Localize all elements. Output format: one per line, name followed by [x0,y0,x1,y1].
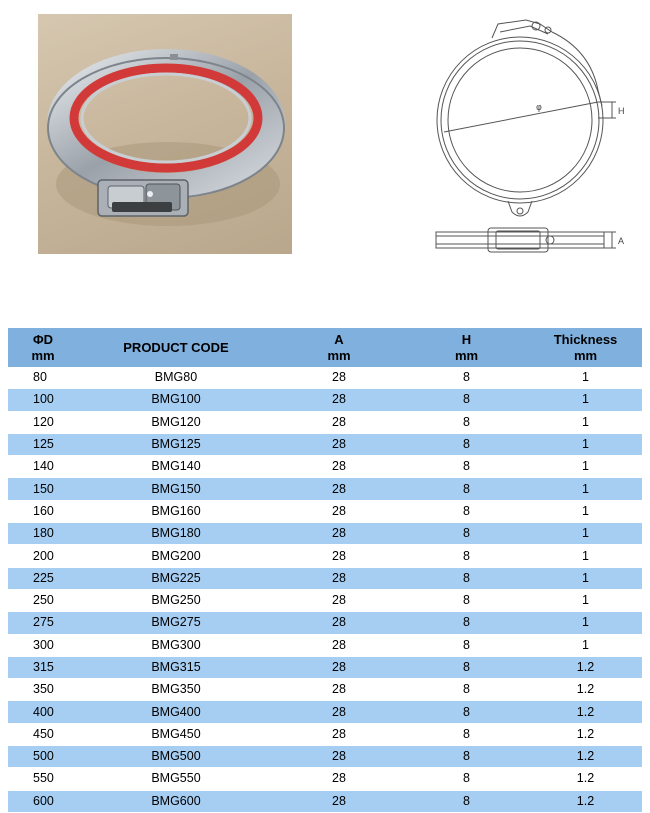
cell-thickness: 1 [582,503,589,518]
cell-thickness: 1.2 [576,726,595,741]
cell-product-code: BMG140 [151,459,201,474]
cell-h: 8 [404,389,529,411]
table-row [8,367,642,389]
cell-a: 28 [274,389,404,411]
clamp-photo-illustration [38,14,292,254]
table-row [8,723,642,745]
cell-thickness: 1 [529,389,642,411]
cell-thickness: 1 [529,433,642,455]
cell-thickness: 1.2 [576,682,595,697]
table-body [8,367,642,812]
cell-a: 28 [332,459,346,474]
cell-product-code: BMG180 [78,523,274,545]
cell-diameter: 450 [33,726,54,741]
cell-thickness: 1.2 [529,790,642,812]
cell-product-code: BMG200 [151,548,201,563]
cell-diameter: 180 [8,523,78,545]
cell-thickness: 1 [582,370,589,385]
table-row [8,612,642,634]
cell-a: 28 [332,370,346,385]
cell-h: 8 [463,771,470,786]
column-header-thickness: Thickness mm [529,328,642,367]
cell-diameter: 200 [33,548,54,563]
cell-product-code: BMG450 [151,726,201,741]
table-row [8,567,642,589]
cell-diameter: 160 [33,503,54,518]
technical-drawing [430,10,630,262]
cell-h: 8 [463,414,470,429]
cell-h: 8 [463,637,470,652]
cell-product-code: BMG225 [78,567,274,589]
cell-product-code: BMG300 [151,637,201,652]
cell-h: 8 [404,790,529,812]
cell-thickness: 1 [529,523,642,545]
cell-thickness: 1.2 [529,656,642,678]
table-row [8,411,642,433]
cell-h: 8 [404,478,529,500]
cell-diameter: 150 [8,478,78,500]
cell-h: 8 [463,459,470,474]
table-row [8,433,642,455]
column-header-a: A mm [274,328,404,367]
cell-thickness: 1 [529,612,642,634]
table-row [8,389,642,411]
cell-a: 28 [274,746,404,768]
table-row [8,634,642,656]
table-row [8,523,642,545]
cell-thickness: 1 [582,593,589,608]
cell-h: 8 [463,503,470,518]
cell-diameter: 100 [8,389,78,411]
cell-h: 8 [404,656,529,678]
cell-h: 8 [404,612,529,634]
cell-h: 8 [404,567,529,589]
cell-diameter: 550 [33,771,54,786]
table-row [8,768,642,790]
cell-diameter: 125 [8,433,78,455]
cell-h: 8 [463,682,470,697]
cell-a: 28 [332,593,346,608]
cell-product-code: BMG120 [151,414,201,429]
cell-diameter: 250 [33,593,54,608]
cell-a: 28 [274,567,404,589]
table-row [8,679,642,701]
cell-product-code: BMG100 [78,389,274,411]
cell-product-code: BMG250 [151,593,201,608]
cell-diameter: 80 [33,370,47,385]
h-dimension-label: H [618,106,625,116]
cell-a: 28 [332,771,346,786]
cell-diameter: 275 [8,612,78,634]
cell-a: 28 [332,414,346,429]
cell-thickness: 1.2 [576,771,595,786]
cell-thickness: 1 [529,567,642,589]
cell-product-code: BMG80 [154,370,198,385]
cell-a: 28 [332,726,346,741]
cell-h: 8 [404,746,529,768]
cell-diameter: 315 [8,656,78,678]
cell-thickness: 1 [529,478,642,500]
cell-h: 8 [463,370,470,385]
cell-diameter: 300 [33,637,54,652]
cell-h: 8 [404,433,529,455]
cell-a: 28 [274,433,404,455]
cell-a: 28 [274,701,404,723]
cell-thickness: 1 [582,459,589,474]
product-photo [38,14,292,254]
a-dimension-label: A [618,236,625,246]
cell-a: 28 [332,637,346,652]
cell-h: 8 [404,701,529,723]
cell-thickness: 1 [582,414,589,429]
cell-diameter: 140 [33,459,54,474]
table-row [8,456,642,478]
column-header-diameter: ΦD mm [8,328,78,367]
cell-a: 28 [274,612,404,634]
cell-diameter: 400 [8,701,78,723]
cell-thickness: 1 [582,637,589,652]
column-header-h: H mm [404,328,529,367]
cell-product-code: BMG350 [151,682,201,697]
cell-h: 8 [463,548,470,563]
table-row [8,746,642,768]
cell-a: 28 [332,682,346,697]
cell-product-code: BMG400 [78,701,274,723]
table-row [8,656,642,678]
cell-thickness: 1 [582,548,589,563]
cell-a: 28 [274,656,404,678]
cell-product-code: BMG125 [78,433,274,455]
cell-a: 28 [274,523,404,545]
clamp-technical-drawing [430,10,630,262]
cell-product-code: BMG160 [151,503,201,518]
cell-product-code: BMG275 [78,612,274,634]
cell-thickness: 1.2 [529,746,642,768]
cell-diameter: 225 [8,567,78,589]
cell-product-code: BMG315 [78,656,274,678]
specification-table [8,328,642,813]
cell-a: 28 [274,478,404,500]
column-header-product-code: PRODUCT CODE [78,328,274,367]
diameter-label: φ [536,103,542,113]
cell-diameter: 600 [8,790,78,812]
cell-diameter: 350 [33,682,54,697]
cell-product-code: BMG550 [151,771,201,786]
cell-product-code: BMG500 [78,746,274,768]
cell-thickness: 1.2 [529,701,642,723]
cell-a: 28 [332,548,346,563]
table-row [8,500,642,522]
cell-diameter: 500 [8,746,78,768]
cell-product-code: BMG150 [78,478,274,500]
table-row [8,701,642,723]
table-row [8,545,642,567]
cell-h: 8 [463,593,470,608]
table-header-row [8,328,642,367]
cell-a: 28 [274,790,404,812]
table-row [8,589,642,611]
cell-product-code: BMG600 [78,790,274,812]
table-row [8,790,642,812]
table-row [8,478,642,500]
cell-diameter: 120 [33,414,54,429]
cell-h: 8 [404,523,529,545]
cell-h: 8 [463,726,470,741]
cell-a: 28 [332,503,346,518]
